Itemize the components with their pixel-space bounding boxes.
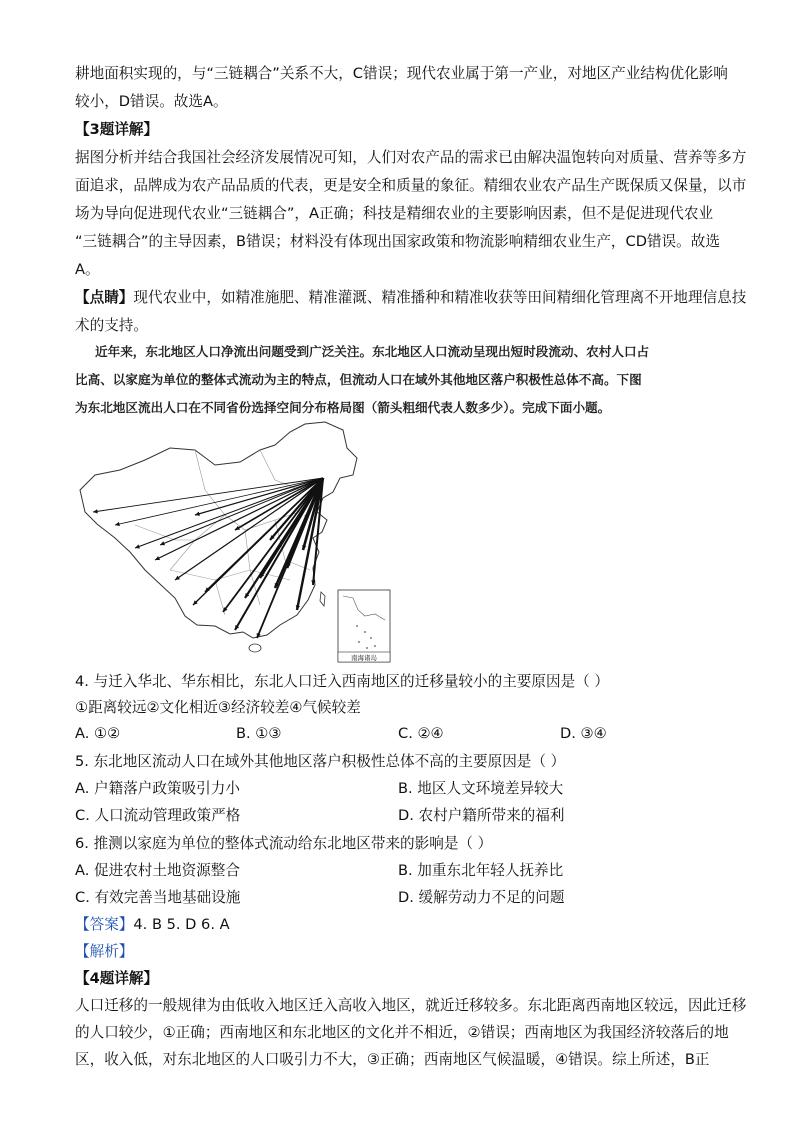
answer-text: 4. B 5. D 6. A [133,916,230,933]
passage-line: 比高、以家庭为单位的整体式流动为主的特点，但流动人口在域外其他地区落户积极性总体不高。下图 [75,372,642,387]
dianjing-text: 现代农业中，如精准施肥、精准灌溉、精准播种和精准收获等田间精细化管理离不开地理信息技 [133,289,747,306]
text-line: A。 [75,261,100,278]
migration-map [75,420,445,665]
passage-line: 为东北地区流出人口在不同省份选择空间分布格局图（箭头粗细代表人数多少）。完成下面小题。 [75,400,611,415]
q4-option-d: D. ③④ [560,725,607,742]
analysis-label: 【解析】 [75,943,134,960]
passage-line: 近年来，东北地区人口净流出问题受到广泛关注。东北地区人口流动呈现出短时段流动、农村人口占 [95,344,650,359]
q5-option-d: D. 农村户籍所带来的福利 [398,807,565,824]
answer-line [75,915,230,935]
arrow-head [93,509,98,513]
migration-arrow [135,478,323,548]
q4-items: ①距离较远②文化相近③经济较差④气候较差 [75,699,361,716]
text-line: 的人口较少，①正确；西南地区和东北地区的文化并不相近，②错误；西南地区为我国经济较落后的地 [75,1024,729,1041]
q6-option-c: C. 有效完善当地基础设施 [75,889,241,906]
south-china-sea-inset [338,590,390,662]
text-line: 据图分析并结合我国社会经济发展情况可知，人们对农产品的需求已由解决温饱转向对质量、营养等多方 [75,149,747,166]
answer-label: 【答案】 [75,916,134,933]
q4-stem: 4. 与迁入华北、华东相比，东北人口迁入西南地区的迁移量较小的主要原因是（ ） [75,673,609,690]
q5-option-c: C. 人口流动管理政策严格 [75,807,241,824]
dianjing-label: 【点睛】 [75,289,134,306]
text-line: 较小，D错误。故选A。 [75,93,228,110]
q4-option-c: C. ②④ [398,725,444,742]
taiwan-island [320,592,325,606]
section-heading: 【4题详解】 [75,970,159,987]
text-line: 人口迁移的一般规律为由低收入地区迁入高收入地区，就近迁移较多。东北距离西南地区较远，因此迁移 [75,997,747,1014]
migration-arrow [115,478,323,525]
text-line: 术的支持。 [75,317,148,334]
text-line: 区，收入低，对东北地区的人口吸引力不大，③正确；西南地区气候温暖，④错误。综上所述，B正 [75,1051,710,1068]
q6-option-a: A. 促进农村土地资源整合 [75,862,240,879]
inset-label: 南海诸岛 [351,654,377,662]
migration-arrows [93,478,323,638]
dianjing-line [75,288,746,308]
hainan-island [249,644,261,652]
text-line: 面追求，品牌成为农产品品质的代表，更是安全和质量的象征。精细农业农产品生产既保质又保量，以市 [75,177,747,194]
text-line: 耕地面积实现的，与“三链耦合”关系不大，C错误；现代农业属于第一产业，对地区产业结构优化影响 [75,65,728,82]
section-heading: 【3题详解】 [75,121,159,138]
text-line: “三链耦合”的主导因素，B错误；材料没有体现出国家政策和物流影响精细农业生产，CD错误。故选 [75,233,720,250]
q4-option-a: A. ①② [75,725,121,742]
q6-option-b: B. 加重东北年轻人抚养比 [398,862,564,879]
arrow-head [115,522,120,526]
china-outline [80,422,357,638]
q6-stem: 6. 推测以家庭为单位的整体式流动给东北地区带来的影响是（ ） [75,835,493,852]
text-line: 场为导向促进现代农业“三链耦合”，A正确；科技是精细农业的主要影响因素，但不是促进现代农业 [75,205,714,222]
q5-option-a: A. 户籍落户政策吸引力小 [75,780,240,797]
q5-option-b: B. 地区人文环境差异较大 [398,780,564,797]
q5-stem: 5. 东北地区流动人口在域外其他地区落户积极性总体不高的主要原因是（ ） [75,753,566,770]
q6-option-d: D. 缓解劳动力不足的问题 [398,889,565,906]
q4-option-b: B. ①③ [236,725,282,742]
